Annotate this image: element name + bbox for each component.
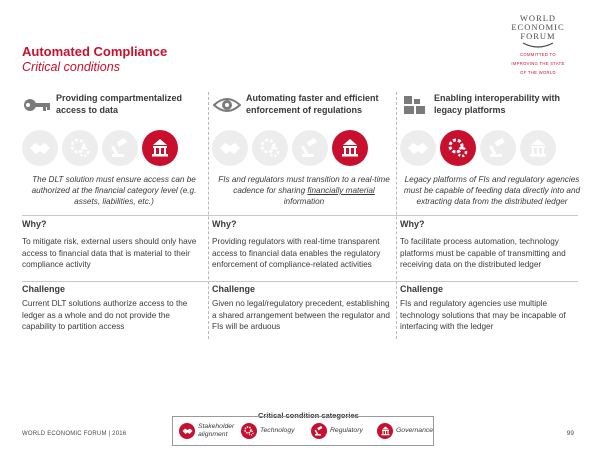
legend-title: Critical condition categories xyxy=(258,411,359,420)
why-text: To facilitate process automation, technology platforms must be capable of transmitting and receiving data on the distributed ledger xyxy=(400,237,566,269)
legend-item xyxy=(311,423,363,439)
why-heading: Why? xyxy=(212,219,237,229)
gavel-icon xyxy=(292,130,328,166)
why-heading: Why? xyxy=(22,219,47,229)
logo-line2: ECONOMIC xyxy=(511,22,565,32)
key-icon xyxy=(22,92,52,118)
column-heading xyxy=(400,92,580,126)
eye-icon xyxy=(212,92,242,118)
challenge-text: FIs and regulatory agencies use multiple technology solutions that may be incapable of interfacing with the ledger xyxy=(400,299,566,331)
why-text: Providing regulators with real-time transparent access to financial data enables the regulatory enforcement of compliance-related activities xyxy=(212,237,381,269)
challenge-text: Given no legal/regulatory precedent, establishing a shared arrangement between the regulator and FIs will be arduous xyxy=(212,299,390,331)
handshake-icon xyxy=(212,130,248,166)
capitol-icon xyxy=(520,130,556,166)
logo-line3: FORUM xyxy=(520,31,556,41)
handshake-icon xyxy=(22,130,58,166)
condition-column-1 xyxy=(22,92,202,206)
logo-arc-icon xyxy=(521,42,555,48)
logo-tagline3: OF THE WORLD xyxy=(520,70,556,75)
wef-logo xyxy=(498,14,578,75)
page-subtitle: Critical conditions xyxy=(22,60,120,74)
legend-label: Stakeholder alignment xyxy=(198,423,235,438)
description-text: Legacy platforms of FIs and regulatory agencies must be capable of feeding data directly into and extracting data from the distributed ledger xyxy=(403,175,581,206)
footer-org: WORLD ECONOMIC FORUM | 2016 xyxy=(22,431,127,437)
challenge-heading: Challenge xyxy=(212,284,256,294)
capitol-icon xyxy=(332,130,368,166)
column-heading xyxy=(212,92,392,126)
category-indicators xyxy=(400,130,556,166)
handshake-icon xyxy=(400,130,436,166)
page-number: 99 xyxy=(566,430,574,437)
gears-icon xyxy=(62,130,98,166)
logo-line1: WORLD xyxy=(519,13,557,23)
condition-description xyxy=(212,174,396,207)
column-heading-text: Automating faster and efficient enforcement of regulations xyxy=(246,93,379,115)
description-text: The DLT solution must ensure access can be authorized at the financial category level (e.g. assets, liabilities, etc.) xyxy=(31,175,197,206)
section-divider xyxy=(22,215,578,216)
why-heading: Why? xyxy=(400,219,425,229)
challenge-text: Current DLT solutions authorize access to the ledger as a whole and do not provide the capability to partition access xyxy=(22,299,188,331)
capitol-icon xyxy=(142,130,178,166)
column-heading xyxy=(22,92,202,126)
condition-description xyxy=(400,174,584,207)
logo-tagline2: IMPROVING THE STATE xyxy=(511,61,565,66)
capitol-icon xyxy=(377,423,393,439)
gavel-icon xyxy=(311,423,327,439)
legend-item xyxy=(241,423,295,439)
gears-icon xyxy=(440,130,476,166)
building-blocks-icon xyxy=(400,92,430,118)
description-text: FIs and regulators must transition to a real-time cadence for sharing xyxy=(218,175,390,195)
challenge-heading: Challenge xyxy=(22,284,66,294)
column-heading-text: Enabling interoperability with legacy platforms xyxy=(434,93,561,115)
legend-label: Governance xyxy=(396,427,434,434)
legend-label: Technology xyxy=(260,427,295,434)
legend-item xyxy=(377,423,433,439)
gears-icon xyxy=(252,130,288,166)
legend-label: Regulatory xyxy=(330,427,363,434)
category-indicators xyxy=(22,130,178,166)
condition-column-3 xyxy=(400,92,581,206)
handshake-icon xyxy=(179,423,195,439)
page-title: Automated Compliance xyxy=(22,44,168,59)
gavel-icon xyxy=(102,130,138,166)
category-indicators xyxy=(212,130,368,166)
section-divider xyxy=(22,281,578,282)
challenge-heading: Challenge xyxy=(400,284,444,294)
condition-description xyxy=(22,174,206,207)
description-text: information xyxy=(283,197,325,206)
gavel-icon xyxy=(480,130,516,166)
description-emphasis: financially material xyxy=(307,186,375,195)
category-legend xyxy=(172,416,434,446)
column-heading-text: Providing compartmentalized access to data xyxy=(56,93,183,115)
legend-item xyxy=(179,423,238,439)
why-text: To mitigate risk, external users should only have access to financial data that is material to their compliance activity xyxy=(22,237,197,269)
condition-column-2 xyxy=(212,92,392,206)
gears-icon xyxy=(241,423,257,439)
logo-tagline1: COMMITTED TO xyxy=(520,52,556,57)
